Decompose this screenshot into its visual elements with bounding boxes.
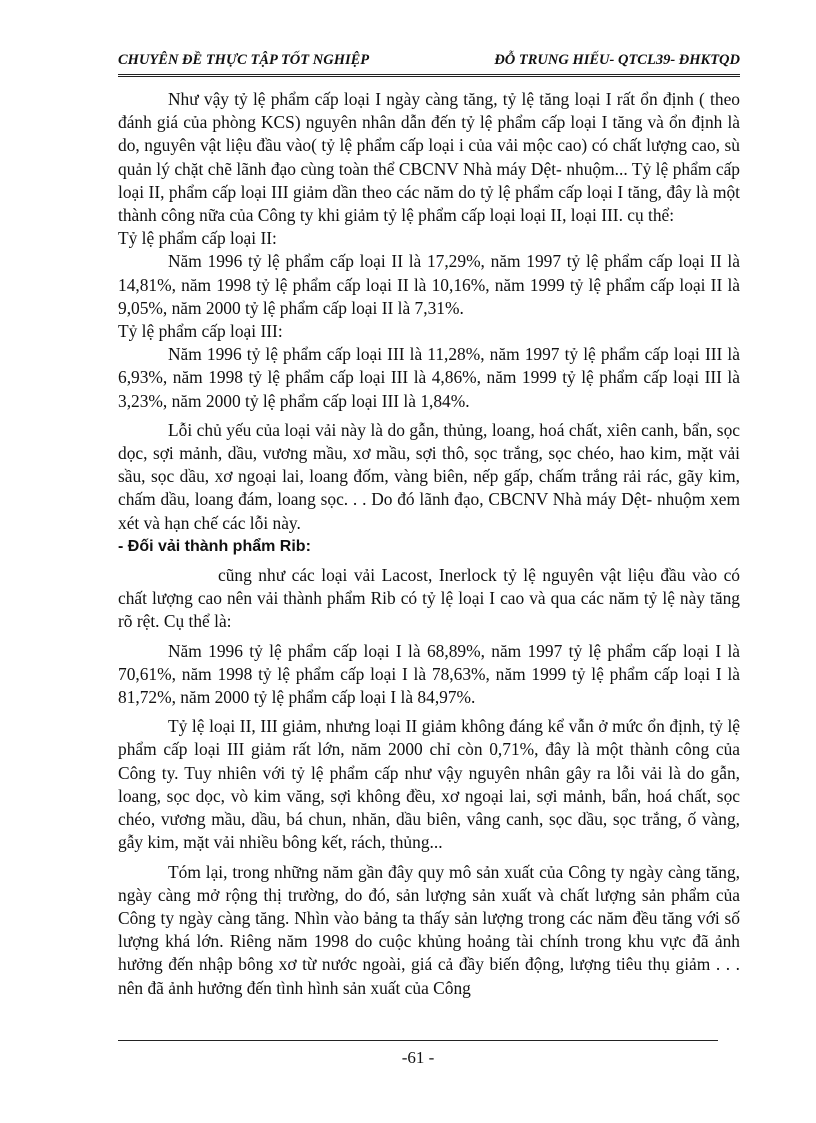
paragraph-rib-grade-2-3: Tỷ lệ loại II, III giảm, nhưng loại II giảm không đáng kể vẫn ở mức ổn định, tỷ lệ phẩm cấp loại III giảm rất lớn, năm 2000 chỉ còn 0,71%, đây là một thành công của Công ty. Tuy nhiên với tỷ lệ phẩm cấp như vậy nguyên nhân gây ra lỗi vải là do gẫn, loang, sọc dọc, vò kim văng, sợi không đều, xơ ngoại lai, sợi mảnh, bẩn, hoá chất, sọc chéo, vương mầu, dầu, bá chun, nhăn, dầu biên, vâng canh, sọc dầu, sọc trắng, ố vàng, gẫy kim, mặt vải nhiều bông kết, rách, thủng... [118,716,740,853]
page-number: -61 - [401,1048,435,1067]
paragraph-rib-grade-1: Năm 1996 tỷ lệ phẩm cấp loại I là 68,89%, năm 1997 tỷ lệ phẩm cấp loại I là 70,61%, năm 1998 tỷ lệ phẩm cấp loại I là 78,63%, năm 1999 tỷ lệ phẩm cấp loại I là 81,72%, năm 2000 tỷ lệ phẩm cấp loại I là 84,97%. [118,640,740,708]
subheading-grade-2: Tỷ lệ phẩm cấp loại II: [118,228,277,249]
paragraph-defects: Lỗi chủ yếu của loại vải này là do gẫn, thủng, loang, hoá chất, xiên canh, bẩn, sọc dọc, sợi mảnh, dầu, vương mầu, xơ mầu, sợi thô, sọc trắng, sọc chéo, hao kim, mặt vải sầu, sọc dầu, xơ ngoại lai, loang đốm, vàng biên, nếp gấp, chấm trắng rải rác, gãy kim, chấm dầu, loang đám, loang sọc. . . Do đó lãnh đạo, CBCNV Nhà máy Dệt- nhuộm xem xét và hạn chế các lỗi này. [118,419,740,533]
paragraph-grade-2-rates: Năm 1996 tỷ lệ phẩm cấp loại II là 17,29%, năm 1997 tỷ lệ phẩm cấp loại II là 14,81%, năm 1998 tỷ lệ phẩm cấp loại II là 10,16%, năm 1999 tỷ lệ phẩm cấp loại II là 9,05%, năm 2000 tỷ lệ phẩm cấp loại II là 7,31%. [118,251,740,318]
document-body [118,88,740,1000]
section-heading-rib: - Đối vải thành phẩm Rib: [118,537,311,555]
page-header [118,52,740,77]
header-author: ĐỖ TRUNG HIẾU- QTCL39- ĐHKTQD [494,52,740,68]
paragraph-summary: Tóm lại, trong những năm gần đây quy mô sản xuất của Công ty ngày càng tăng, ngày càng mở rộng thị trường, do đó, sản lượng sản xuất và chất lượng sản phẩm của Công ty ngày càng tăng. Nhìn vào bảng ta thấy sản lượng trong các năm đều tăng với số lượng khá lớn. Riêng năm 1998 do cuộc khủng hoảng tài chính trong khu vực đã ảnh hưởng đến nhập bông xơ từ nước ngoài, giá cả đầy biến động, lượng tiêu thụ giảm . . . nên đã ảnh hưởng đến tình hình sản xuất của Công [118,861,740,998]
paragraph-intro: Như vậy tỷ lệ phẩm cấp loại I ngày càng tăng, tỷ lệ tăng loại I rất ổn định ( theo đánh giá của phòng KCS) nguyên nhân dẫn đến tỷ lệ phẩm cấp loại I tăng và ổn định là do, nguyên vật liệu đầu vào( tỷ lệ phẩm cấp loại i của vải mộc cao) có chất lượng cao, sù quản lý chặt chẽ lãnh đạo cùng toàn thể CBCNV Nhà máy Dệt- nhuộm... Tỷ lệ phẩm cấp loại II, phẩm cấp loại III giảm dần theo các năm do tỷ lệ phẩm cấp loại I tăng, đây là một thành công nữa của Công ty khi giảm tỷ lệ phẩm cấp loại loại II, loại III. cụ thể: [118,89,740,226]
subheading-grade-3: Tỷ lệ phẩm cấp loại III: [118,321,283,342]
header-title: CHUYÊN ĐỀ THỰC TẬP TỐT NGHIỆP [118,52,370,68]
paragraph-grade-3-rates: Năm 1996 tỷ lệ phẩm cấp loại III là 11,28%, năm 1997 tỷ lệ phẩm cấp loại III là 6,93%, năm 1998 tỷ lệ phẩm cấp loại III là 4,86%, năm 1999 tỷ lệ phẩm cấp loại III là 3,23%, năm 2000 tỷ lệ phẩm cấp loại III là 1,84%. [118,344,740,411]
paragraph-rib-intro: cũng như các loại vải Lacost, Inerlock tỷ lệ nguyên vật liệu đầu vào có chất lượng cao nên vải thành phẩm Rib có tỷ lệ loại I cao và qua các năm tỷ lệ này tăng rõ rệt. Cụ thể là: [118,565,740,632]
footer-divider [118,1040,718,1041]
